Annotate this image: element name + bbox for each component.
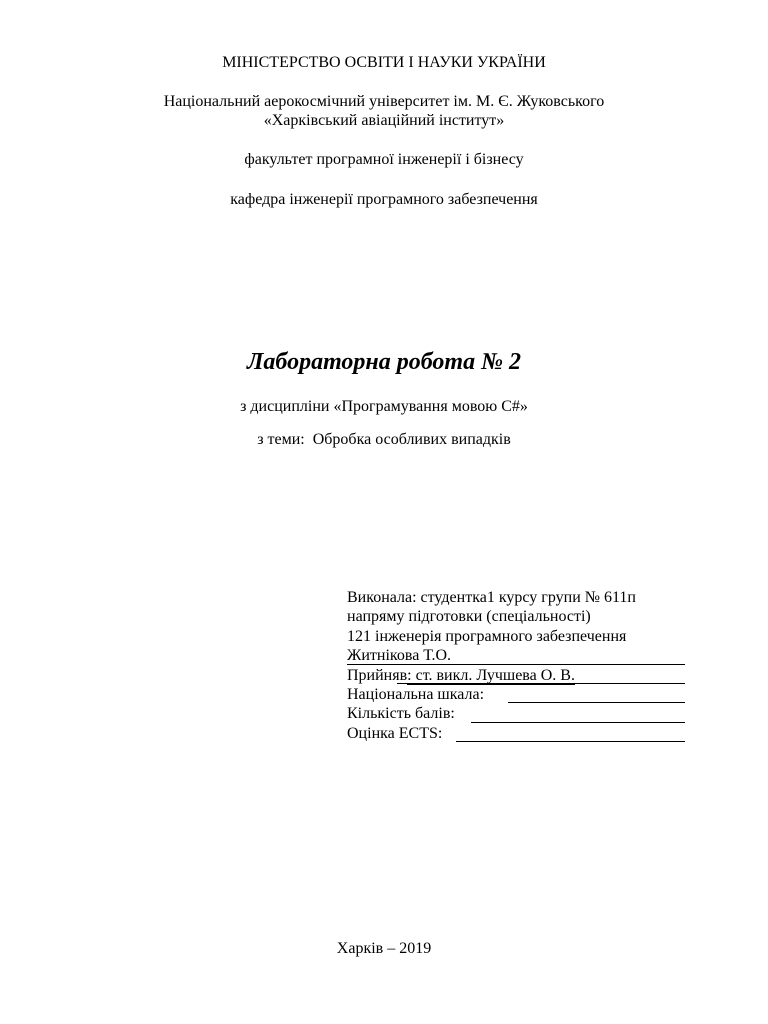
institute-name: «Харківський авіаційний інститут»: [263, 112, 505, 129]
work-title: Лабораторна робота № 2: [246, 349, 522, 375]
topic-value: Обробка особливих випадків: [312, 431, 511, 448]
accepted-row: [347, 666, 687, 685]
points-row: [347, 704, 687, 723]
author-line-2: напряму підготовки (спеціальності): [347, 608, 591, 626]
accepted-underline: [397, 683, 685, 684]
topic-line: [0, 430, 768, 449]
ects-row: [347, 724, 687, 743]
points-label: Кількість балів:: [347, 705, 455, 723]
faculty-name: факультет програмної інженерії і бізнесу: [244, 151, 524, 168]
author-info-block: [347, 588, 687, 743]
university-name: Національний аерокосмічний університет ім. М. Є. Жуковського: [163, 93, 605, 110]
scale-label: Національна шкала:: [347, 685, 485, 703]
ects-label: Оцінка ECTS:: [347, 724, 443, 742]
department-name: кафедра інженерії програмного забезпечення: [230, 191, 538, 208]
student-name-row: [347, 646, 687, 665]
city-year: Харків – 2019: [336, 940, 432, 957]
topic-label: з теми:: [257, 431, 305, 448]
scale-blank: [508, 702, 685, 703]
author-line-3: 121 інженерія програмного забезпечення: [347, 627, 627, 645]
author-line-1: Виконала: студентка1 курсу групи № 611п: [347, 589, 636, 606]
student-name: Житнікова Т.О.: [347, 647, 452, 665]
scale-row: [347, 685, 687, 704]
discipline-line: з дисципліни «Програмування мовою C#»: [240, 398, 528, 415]
ects-blank: [456, 741, 685, 742]
ministry-heading: МІНІСТЕРСТВО ОСВІТИ І НАУКИ УКРАЇНИ: [222, 54, 546, 71]
student-name-underline: [347, 664, 685, 665]
accepted-label: Прийняв: [347, 666, 408, 684]
points-blank: [471, 722, 685, 723]
accepted-value: : ст. викл. Лучшева О. В.: [407, 666, 575, 684]
